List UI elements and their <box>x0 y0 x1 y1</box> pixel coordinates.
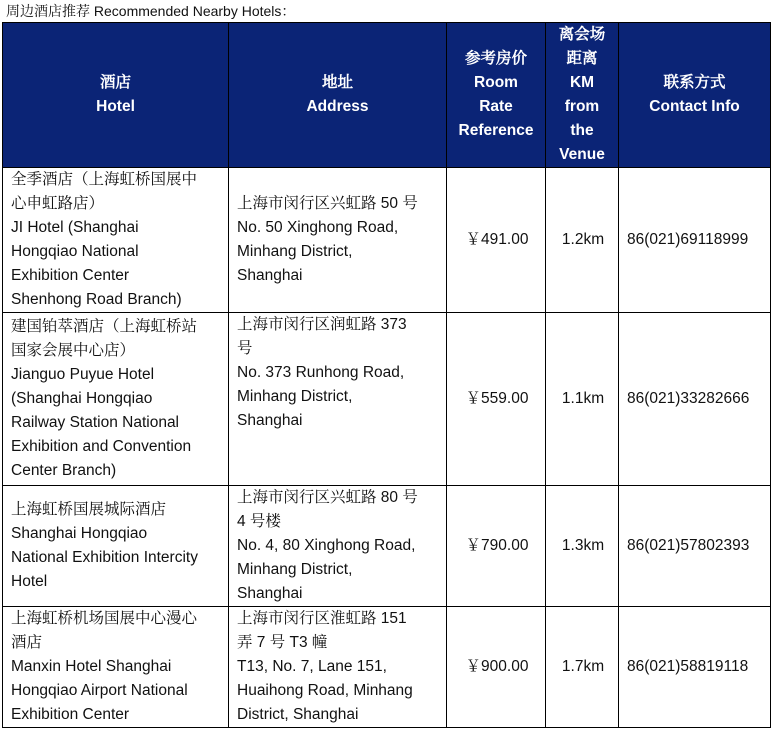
header-line: Reference <box>458 122 534 139</box>
table-row <box>3 607 771 728</box>
address-line: District, Shanghai <box>237 706 359 723</box>
address-line: 4 号楼 <box>237 513 281 530</box>
hotel-name-line: Manxin Hotel Shanghai <box>11 658 172 675</box>
address-cell <box>229 313 447 486</box>
address-line: Minhang District, <box>237 561 353 578</box>
hotel-name-line: 全季酒店（上海虹桥国展中 <box>11 171 198 188</box>
header-room-rate <box>447 23 546 168</box>
header-line: 联系方式 <box>663 74 726 91</box>
table-row <box>3 313 771 486</box>
hotel-name-line: Hotel <box>11 573 48 590</box>
hotel-name-line: Hongqiao National <box>11 243 139 260</box>
address-line: 上海市闵行区润虹路 373 <box>237 316 407 333</box>
room-rate-cell: ￥900.00 <box>447 607 546 728</box>
hotels-table <box>2 22 771 728</box>
hotel-name-cell <box>3 486 229 607</box>
distance-cell: 1.3km <box>546 486 619 607</box>
address-line: 弄 7 号 T3 幢 <box>237 634 328 651</box>
address-line: 上海市闵行区兴虹路 80 号 <box>237 489 418 506</box>
room-rate-cell: ￥491.00 <box>447 168 546 313</box>
address-line: Minhang District, <box>237 388 353 405</box>
address-line: 上海市闵行区淮虹路 151 <box>237 610 407 627</box>
contact-cell: 86(021)57802393 <box>619 486 771 607</box>
header-line: 酒店 <box>99 74 131 91</box>
hotel-name-line: 酒店 <box>11 634 43 651</box>
address-line: Shanghai <box>237 412 303 429</box>
address-line: Shanghai <box>237 267 303 284</box>
hotel-name-line: Hongqiao Airport National <box>11 682 188 699</box>
hotel-name-line: 建国铂萃酒店（上海虹桥站 <box>11 318 198 335</box>
hotel-name-line: 国家会展中心店） <box>11 342 136 359</box>
table-header-row <box>3 23 771 168</box>
hotel-name-line: Shenhong Road Branch) <box>11 291 182 308</box>
hotel-name-line: (Shanghai Hongqiao <box>11 390 153 407</box>
header-line: 地址 <box>321 74 353 91</box>
hotel-name-line: Exhibition Center <box>11 706 130 723</box>
header-line: Address <box>306 98 369 115</box>
hotel-name-cell <box>3 607 229 728</box>
header-line: Rate <box>479 98 513 115</box>
header-line: 参考房价 <box>464 50 527 67</box>
header-line: Room <box>474 74 518 91</box>
address-line: Huaihong Road, Minhang <box>237 682 413 699</box>
address-line: No. 373 Runhong Road, <box>237 364 405 381</box>
header-line: 距离 <box>566 50 598 67</box>
contact-cell: 86(021)58819118 <box>619 607 771 728</box>
contact-cell: 86(021)69118999 <box>619 168 771 313</box>
header-contact <box>619 23 771 168</box>
header-line: 离会场 <box>558 26 606 43</box>
table-caption: 周边酒店推荐 Recommended Nearby Hotels： <box>6 3 296 19</box>
hotel-name-line: 上海虹桥国展城际酒店 <box>11 501 167 518</box>
distance-cell: 1.1km <box>546 313 619 486</box>
hotel-name-line: Center Branch) <box>11 462 117 479</box>
header-distance <box>546 23 619 168</box>
hotel-name-line: Railway Station National <box>11 414 180 431</box>
distance-cell: 1.2km <box>546 168 619 313</box>
address-cell <box>229 607 447 728</box>
header-address <box>229 23 447 168</box>
address-cell <box>229 168 447 313</box>
address-line: Minhang District, <box>237 243 353 260</box>
hotel-name-cell <box>3 313 229 486</box>
contact-cell: 86(021)33282666 <box>619 313 771 486</box>
address-line: 上海市闵行区兴虹路 50 号 <box>237 195 418 212</box>
hotel-name-line: 上海虹桥机场国展中心漫心 <box>11 610 198 627</box>
hotel-name-line: National Exhibition Intercity <box>11 549 198 566</box>
address-line: No. 50 Xinghong Road, <box>237 219 399 236</box>
header-hotel <box>3 23 229 168</box>
header-line: Hotel <box>96 98 135 115</box>
table-row <box>3 486 771 607</box>
room-rate-cell: ￥559.00 <box>447 313 546 486</box>
hotel-name-line: Exhibition and Convention <box>11 438 192 455</box>
hotel-name-line: Jianguo Puyue Hotel <box>11 366 155 383</box>
address-line: No. 4, 80 Xinghong Road, <box>237 537 416 554</box>
header-line: Contact Info <box>649 98 740 115</box>
hotel-name-line: 心申虹路店） <box>11 195 105 212</box>
hotel-name-line: JI Hotel (Shanghai <box>11 219 139 236</box>
table-row <box>3 168 771 313</box>
address-line: Shanghai <box>237 585 303 602</box>
header-line: the <box>570 122 594 139</box>
hotel-name-line: Exhibition Center <box>11 267 130 284</box>
header-line: Venue <box>559 146 605 163</box>
distance-cell: 1.7km <box>546 607 619 728</box>
hotel-name-cell <box>3 168 229 313</box>
room-rate-cell: ￥790.00 <box>447 486 546 607</box>
address-line: 号 <box>237 340 253 357</box>
header-line: KM <box>569 74 595 91</box>
header-line: from <box>564 98 600 115</box>
hotel-name-line: Shanghai Hongqiao <box>11 525 148 542</box>
address-cell <box>229 486 447 607</box>
address-line: T13, No. 7, Lane 151, <box>237 658 387 675</box>
